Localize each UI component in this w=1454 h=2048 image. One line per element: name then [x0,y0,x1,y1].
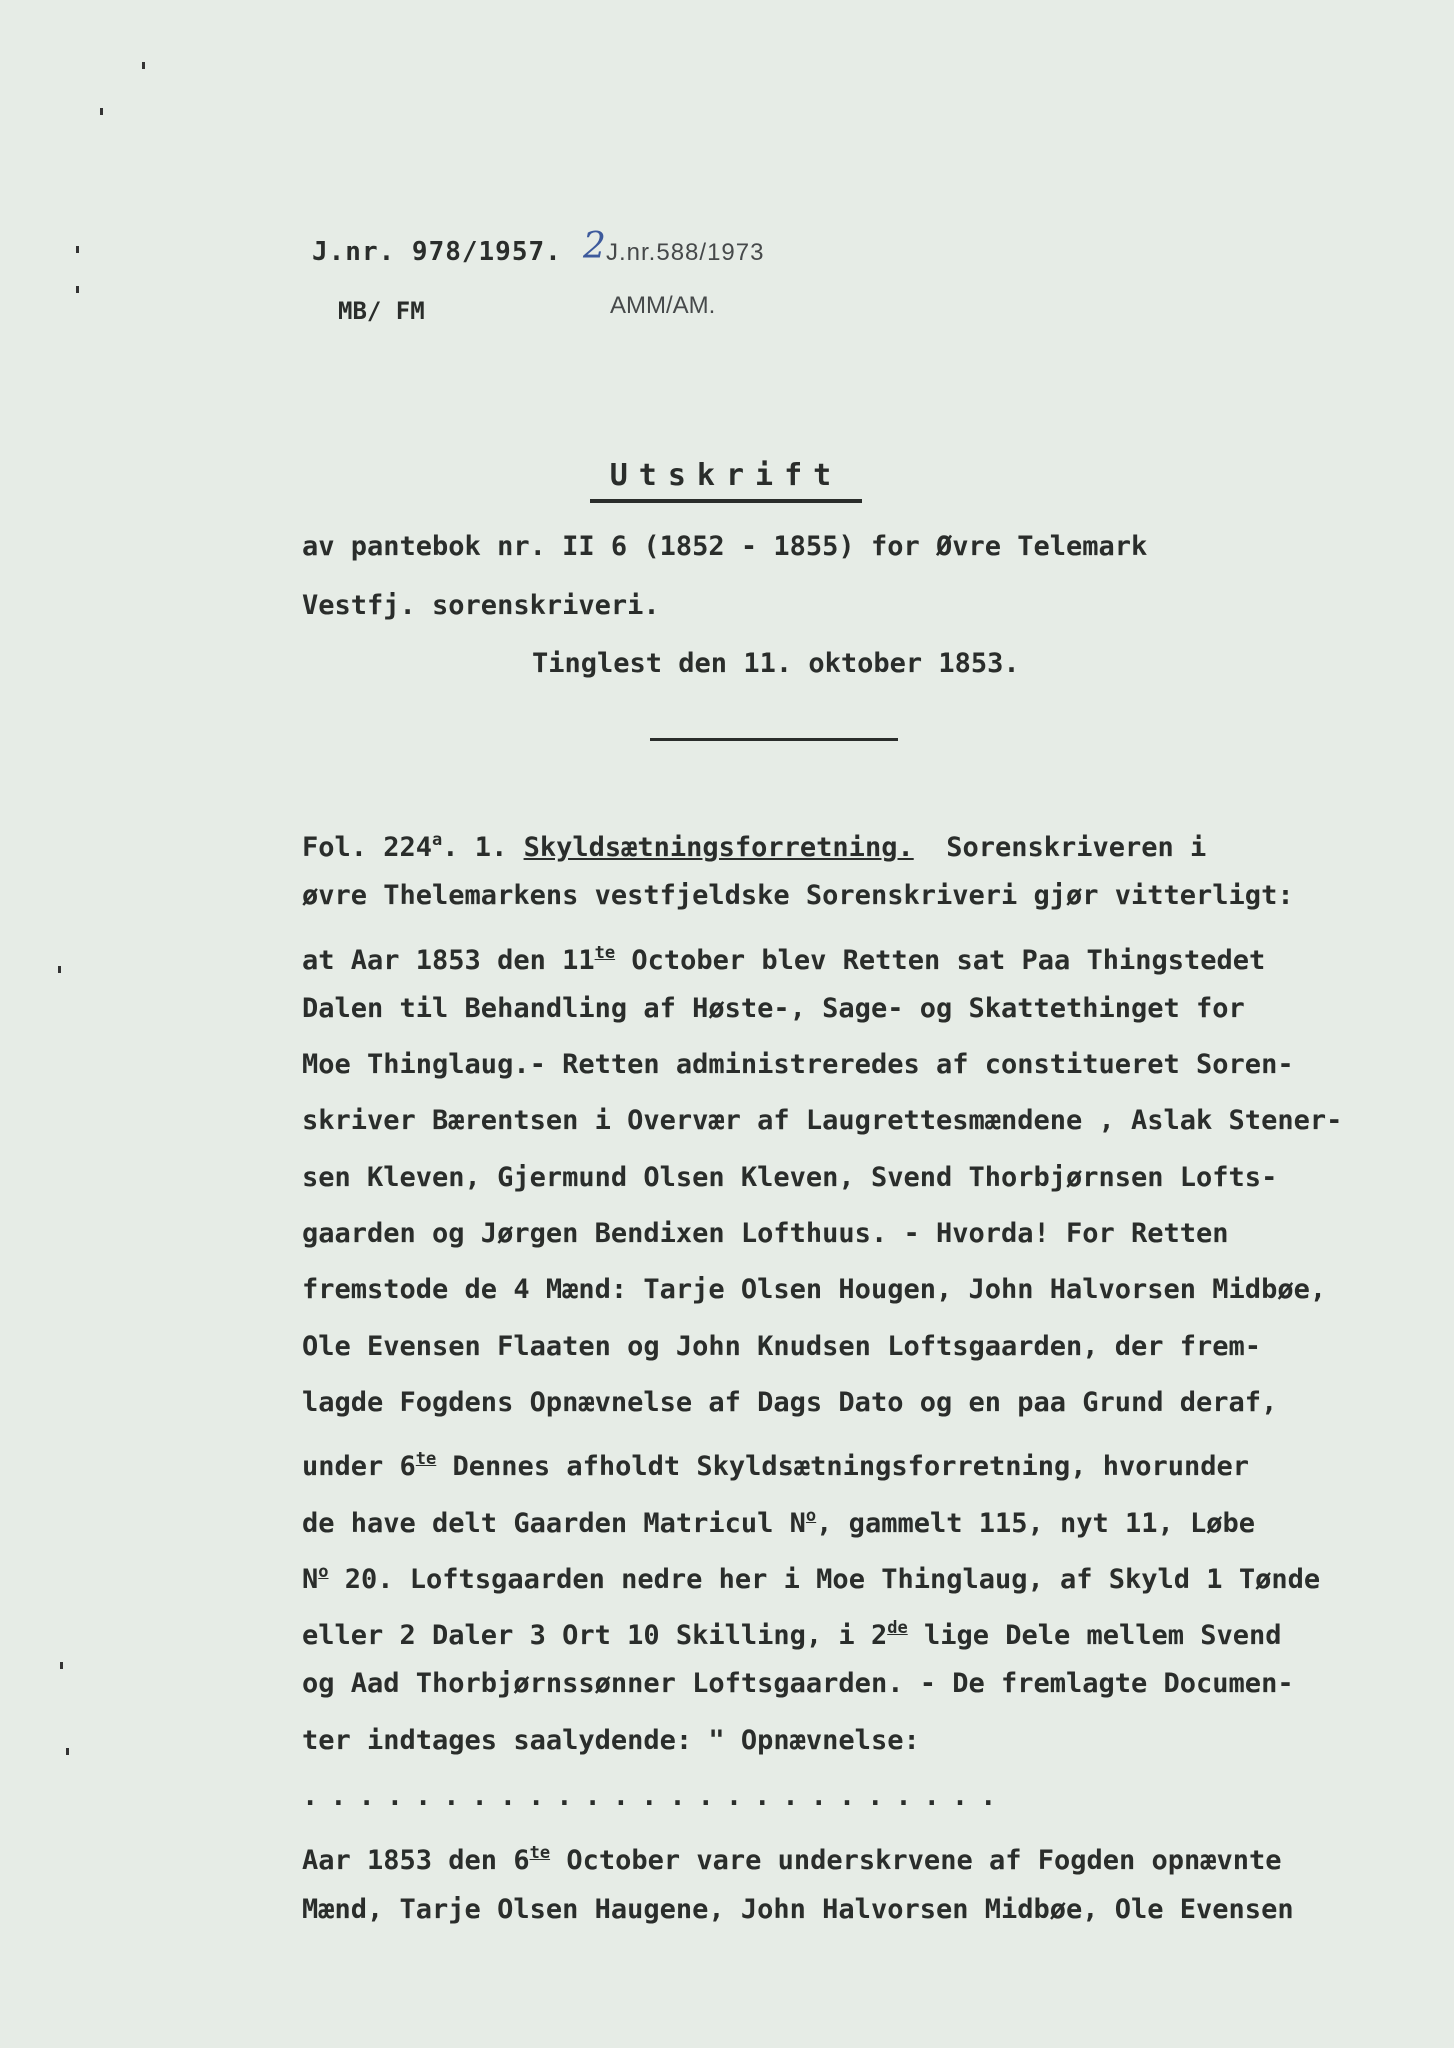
text-line: eller 2 Daler 3 Ort 10 Skilling, i 2de lige Dele mellem Svend [302,1618,1282,1652]
subtitle-line: av pantebok nr. II 6 (1852 - 1855) for Øvre Telemark [302,531,1148,562]
text-line: Fol. 224$^a$. 1. Skyldsætningsforretning. Sorenskriveren i [302,830,1207,863]
margin-mark [58,966,61,973]
text-line: gaarden og Jørgen Bendixen Lofthuus. - Hvorda! For Retten [302,1218,1229,1250]
journal-number-handwritten: 2 [583,226,606,267]
margin-mark [100,108,103,115]
text-line: Mænd, Tarje Olsen Haugene, John Halvorsen Midbøe, Ole Evensen [302,1893,1294,1925]
text-line: lagde Fogdens Opnævnelse af Dags Dato og en paa Grund deraf, [302,1386,1278,1418]
text-line: øvre Thelemarkens vestfjeldske Sorenskriveri gjør vitterligt: [302,880,1294,912]
margin-mark [66,1748,69,1755]
initials-new: AMM/AM. [610,292,716,319]
text-line: og Aad Thorbjørnssønner Loftsgaarden. - De fremlagte Documen- [302,1668,1294,1700]
body-text [302,812,1382,1938]
text-line: sen Kleven, Gjermund Olsen Kleven, Svend Thorbjørnsen Lofts- [302,1161,1278,1193]
text-line: ter indtages saalydende: " Opnævnelse: [302,1724,920,1756]
ellipsis-line: ......................... [302,1781,1009,1813]
text-line: Moe Thinglaug.- Retten administreredes af constitueret Soren- [302,1049,1294,1081]
text-line: $N^o$ 20. Loftsgaarden nedre her i Moe Thinglaug, af Skyld 1 Tønde [302,1561,1321,1595]
text-line: under $6^{te}$ Dennes afholdt Skyldsætningsforretning, hvorunder [302,1449,1250,1483]
registration-date: Tinglest den 11. oktober 1853. [532,648,1020,679]
text-line: Dalen til Behandling af Høste-, Sage- og Skattethinget for [302,992,1245,1024]
text-line: Ole Evensen Flaaten og John Knudsen Loftsgaarden, der frem- [302,1330,1262,1362]
text-line: at Aar 1853 den $11^{te}$ October blev Retten sat Paa Thingstedet [302,942,1266,976]
text-line: Aar 1853 den $6^{te}$ October vare underskrvene af Fogden opnævnte [302,1843,1282,1877]
divider-rule [650,738,898,741]
margin-mark [76,246,79,253]
margin-mark [142,62,145,69]
margin-mark [60,1662,63,1669]
text-line: de have delt Gaarden Matricul $N^o$, gammelt 115, nyt 11, Løbe [302,1505,1256,1539]
subtitle-line: Vestfj. sorenskriveri. [302,590,660,621]
journal-number-new: J.nr.588/1973 [606,239,765,266]
initials-old: MB/ FM [338,297,425,325]
text-line: fremstode de 4 Mænd: Tarje Olsen Hougen, John Halvorsen Midbøe, [302,1274,1327,1306]
text-line: skriver Bærentsen i Overvær af Laugrettesmændene , Aslak Stener- [302,1105,1343,1137]
document-title: Utskrift [590,458,862,503]
journal-number-typed: J.nr. 978/1957. [312,237,562,267]
section-heading: Skyldsætningsforretning. [523,832,914,863]
margin-mark [76,286,79,293]
